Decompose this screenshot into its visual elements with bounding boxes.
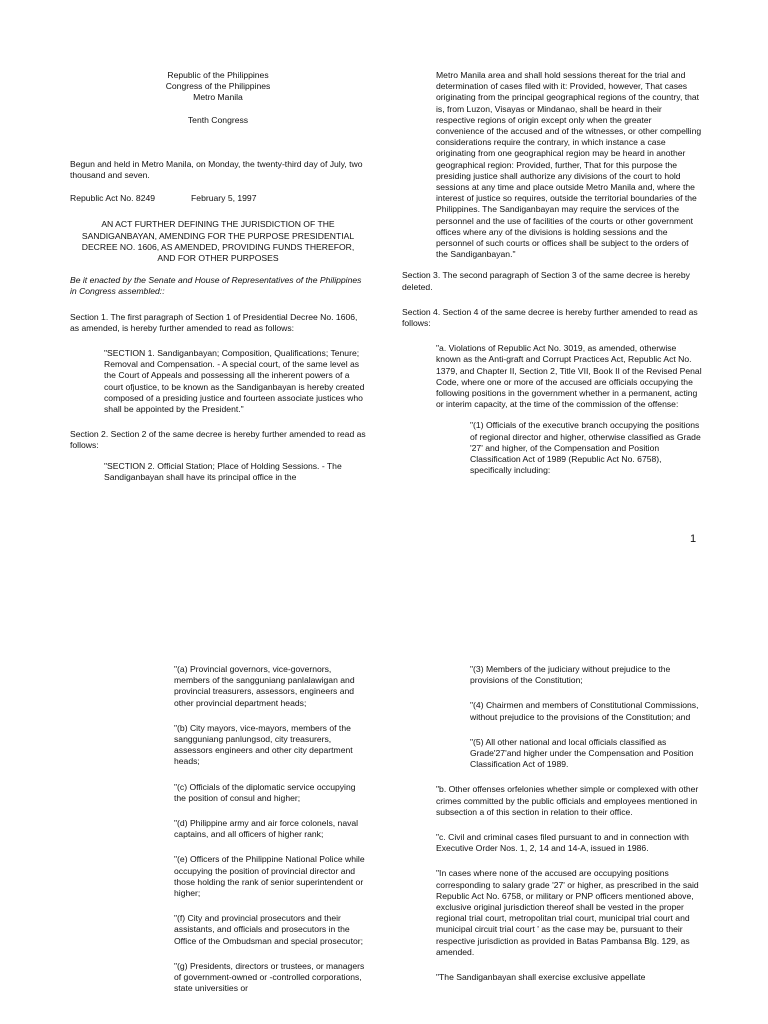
list-item-c: "(c) Officials of the diplomatic service occupying the position of consul and higher; (174, 781, 356, 803)
subsection-b: "b. Other offenses orfelonies whether simple or complexed with other crimes committed by the public officials and employees mentioned in subsection a of this section in relation to their office. (436, 784, 699, 817)
document-header (70, 70, 366, 126)
republic-act-date: February 5, 1997 (191, 193, 257, 204)
act-title: AN ACT FURTHER DEFINING THE JURISDICTION OF THE SANDIGANBAYAN, AMENDING FOR THE PURPOSE PRESIDENTIAL DECREE NO. 1606, AS AMENDED, PROVIDING FUNDS THEREFOR, AND FOR OTHER PURPOSES (81, 219, 355, 264)
list-item-3: "(3) Members of the judiciary without prejudice to the provisions of the Constitution; (470, 664, 671, 686)
list-item-4: "(4) Chairmen and members of Constitutional Commissions, without prejudice to the provisions of the Constitution; and (470, 700, 699, 722)
list-item-e: "(e) Officers of the Philippine National Police while occupying the position of provincial director and those holding the rank of senior superintendent or higher; (174, 854, 365, 899)
section-2: Section 2. Section 2 of the same decree is hereby further amended to read as follows: (70, 429, 366, 451)
section-4-subsection-a: "a. Violations of Republic Act No. 3019, as amended, otherwise known as the Anti-graft and Corrupt Practices Act, Republic Act No. 1379, and Chapter II, Section 2, Title VII, Book II of the Revised Penal Code, where one or more of the accused are officials occupying the following positions in the government whether in a permanent, acting or interim capacity, at the time of the commission of the offense: (436, 343, 702, 410)
section-4: Section 4. Section 4 of the same decree is hereby further amended to read as follows: (402, 306, 698, 329)
enacting-clause: Be it enacted by the Senate and House of Representatives of the Philippines in Congress assembled:: (70, 275, 362, 297)
section-2-quote-continued: Metro Manila area and shall hold sessions thereat for the trial and determination of cases filed with it: Provided, however, That cases originating from the principal geographical regions of the country, that is, from Luzon, Visayas or Mindanao, shall be heard in their respective regions of origin except only when the greater convenience of the accused and of the witnesses, or other compelling considerations require the contrary, in which instance a case originating from one geographical region may be heard in another geographical region: Provided, further, That for this purpose the presiding justice shall authorize any divisions of the court to hold sessions at any time and place outside Metro Manila and, where the interest of justice so requires, outside the territorial boundaries of the Philippines. The Sandiganbayan may require the services of the personnel and the use of facilities of the courts or other government offices where any of the divisions is holding sessions and the personnel of such courts or offices shall be subject to the orders of the Sandiganbayan." (436, 70, 702, 260)
appellate-jurisdiction-paragraph: "The Sandiganbayan shall exercise exclusive appellate (436, 972, 646, 983)
section-3: Section 3. The second paragraph of Section 3 of the same decree is hereby deleted. (402, 270, 690, 292)
page2-left-column (174, 664, 366, 1004)
list-item-5: "(5) All other national and local officials classified as Grade'27'and higher under the Compensation and Position Classification Act of 1989. (470, 736, 694, 770)
page1-left-column (70, 70, 366, 493)
begun-paragraph: Begun and held in Metro Manila, on Monday, the twenty-third day of July, two thousand and seven. (70, 158, 363, 181)
republic-act-number: Republic Act No. 8249 (70, 193, 156, 204)
section-4-a-item-1: "(1) Officials of the executive branch occupying the positions of regional director and higher, otherwise classified as Grade '27' and higher, of the Compensation and Position Classification Act of 1989 (Republic Act No. 6758), specifically including: (470, 420, 701, 476)
page1-right-column (402, 70, 702, 487)
list-item-g: "(g) Presidents, directors or trustees, or managers of government-owned or -controlled corporations, state universities or (174, 960, 365, 994)
subsection-c: "c. Civil and criminal cases filed pursuant to and in connection with Executive Order Nos. 1, 2, 14 and 14-A, issued in 1986. (436, 832, 689, 854)
page-number: 1 (690, 533, 697, 545)
lower-court-jurisdiction-paragraph: "In cases where none of the accused are occupying positions corresponding to salary grade '27' or higher, as prescribed in the said Republic Act No. 6758, or military or PNP officers mentioned above, exclusive original jurisdiction thereof shall be vested in the proper regional trial court, metropolitan trial court, municipal trial court and municipal circuit trial court ' as the case may be, pursuant to their respective jurisdiction as provided in Batas Pambansa Blg. 129, as amended. (436, 868, 699, 957)
republic-act-line (70, 193, 366, 204)
section-1-quote: "SECTION 1. Sandiganbayan; Composition, Qualifications; Tenure; Removal and Compensation. - A special court, of the same level as the Court of Appeals and possessing all the inherent powers of a court ofjustice, to be known as the Sandiganbayan is hereby created composed of a presiding justice and fourteen associate justices who shall be appointed by the President." (104, 348, 365, 415)
section-2-quote: "SECTION 2. Official Station; Place of Holding Sessions. - The Sandiganbayan shall have its principal office in the (104, 460, 342, 482)
header-republic: Republic of the Philippines (167, 70, 269, 80)
header-session: Tenth Congress (187, 114, 249, 125)
document-page-2 (0, 560, 768, 1024)
list-item-b: "(b) City mayors, vice-mayors, members of the sangguniang panlungsod, city treasurers, assessors engineers and other city department heads; (174, 722, 353, 767)
page2-right-column (436, 664, 702, 993)
list-item-f: "(f) City and provincial prosecutors and their assistants, and officials and prosecutors in the Office of the Ombudsman and special prosecutor; (174, 913, 364, 946)
list-item-d: "(d) Philippine army and air force colonels, naval captains, and all officers of higher rank; (174, 818, 359, 840)
section-1: Section 1. The first paragraph of Section 1 of Presidential Decree No. 1606, as amended, is hereby further amended to read as follows: (70, 311, 358, 333)
list-item-a: "(a) Provincial governors, vice-governors, members of the sangguniang panlalawigan and provincial treasurers, assessors, engineers and other provincial department heads; (174, 664, 355, 708)
header-congress: Congress of the Philippines (165, 81, 271, 92)
header-location: Metro Manila (193, 92, 243, 103)
